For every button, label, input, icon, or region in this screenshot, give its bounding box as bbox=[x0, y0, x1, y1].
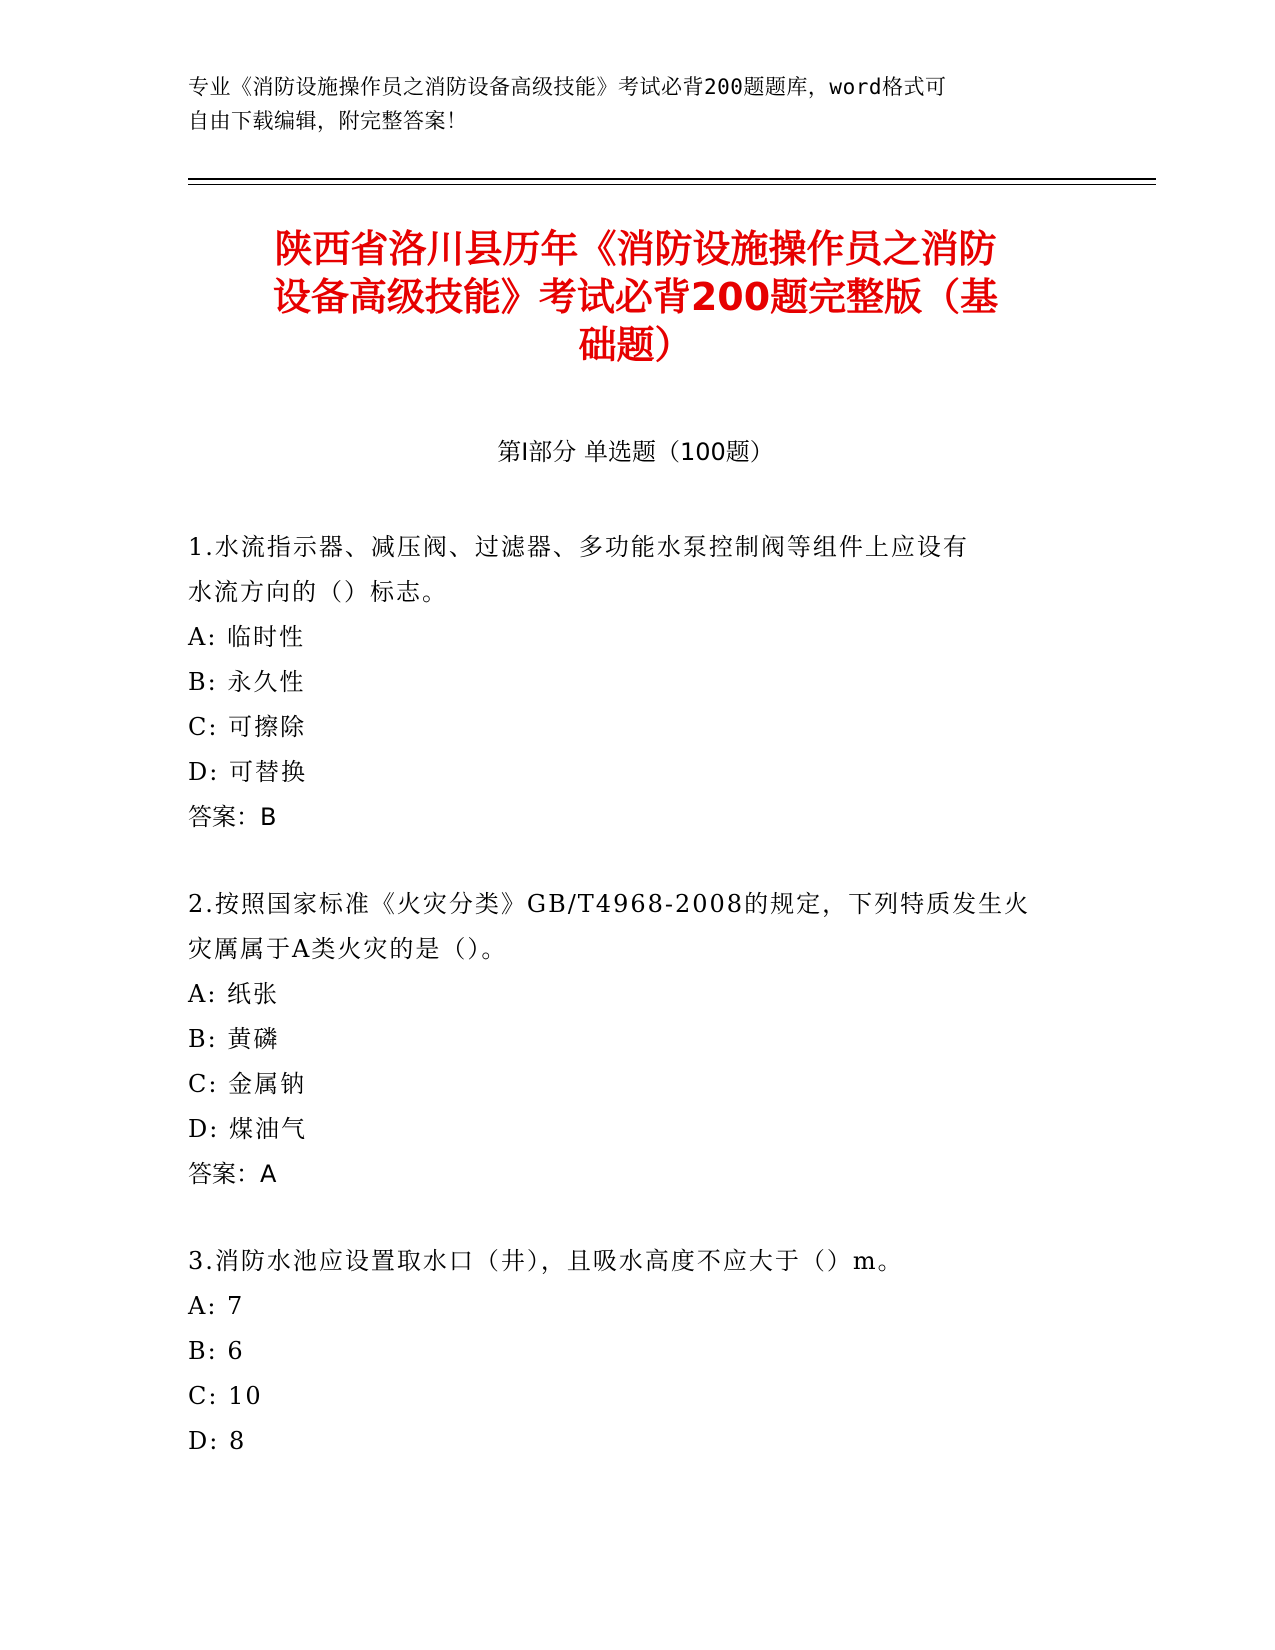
document-title bbox=[188, 225, 1083, 369]
question-stem-continued: 灾厲属于A类火灾的是（）。 bbox=[188, 935, 508, 963]
question-list bbox=[188, 525, 1088, 1506]
option-d: D: 8 bbox=[188, 1427, 247, 1455]
question-stem: 2.按照国家标准《火灾分类》GB/T4968-2008的规定，下列特质发生火 bbox=[188, 890, 1031, 918]
question-stem-continued: 水流方向的（）标志。 bbox=[188, 578, 448, 606]
option-b: B: 永久性 bbox=[188, 668, 306, 696]
option-c: C: 金属钠 bbox=[188, 1070, 307, 1098]
option-a: A: 临时性 bbox=[188, 623, 306, 651]
question-2 bbox=[188, 882, 1088, 1197]
option-c: C: 可擦除 bbox=[188, 713, 307, 741]
option-d: D: 煤油气 bbox=[188, 1115, 307, 1143]
answer: 答案：B bbox=[188, 803, 277, 831]
document-title-line-2: 设备高级技能》考试必背200题完整版（基 bbox=[272, 275, 999, 319]
question-stem: 1.水流指示器、减压阀、过滤器、多功能水泵控制阀等组件上应设有 bbox=[188, 533, 969, 561]
option-a: A: 纸张 bbox=[188, 980, 280, 1008]
answer: 答案：A bbox=[188, 1160, 277, 1188]
question-3 bbox=[188, 1239, 1088, 1464]
option-c: C: 10 bbox=[188, 1382, 263, 1410]
document-title-line-1: 陕西省洛川县历年《消防设施操作员之消防 bbox=[274, 227, 997, 271]
option-b: B: 6 bbox=[188, 1337, 245, 1365]
header-note-line-2: 自由下载编辑，附完整答案！ bbox=[188, 109, 468, 133]
option-b: B: 黄磷 bbox=[188, 1025, 280, 1053]
header-divider-thin bbox=[188, 184, 1156, 185]
option-a: A: 7 bbox=[188, 1292, 245, 1320]
header-note bbox=[188, 70, 1068, 138]
question-stem: 3.消防水池应设置取水口（井），且吸水高度不应大于（）m。 bbox=[188, 1247, 904, 1275]
document-title-line-3: 础题） bbox=[578, 323, 693, 367]
section-heading: 第I部分 单选题（100题） bbox=[497, 438, 774, 466]
header-note-line-1: 专业《消防设施操作员之消防设备高级技能》考试必背200题题库，word格式可 bbox=[188, 75, 947, 99]
option-d: D: 可替换 bbox=[188, 758, 307, 786]
header-divider-thick bbox=[188, 178, 1156, 180]
question-1 bbox=[188, 525, 1088, 840]
